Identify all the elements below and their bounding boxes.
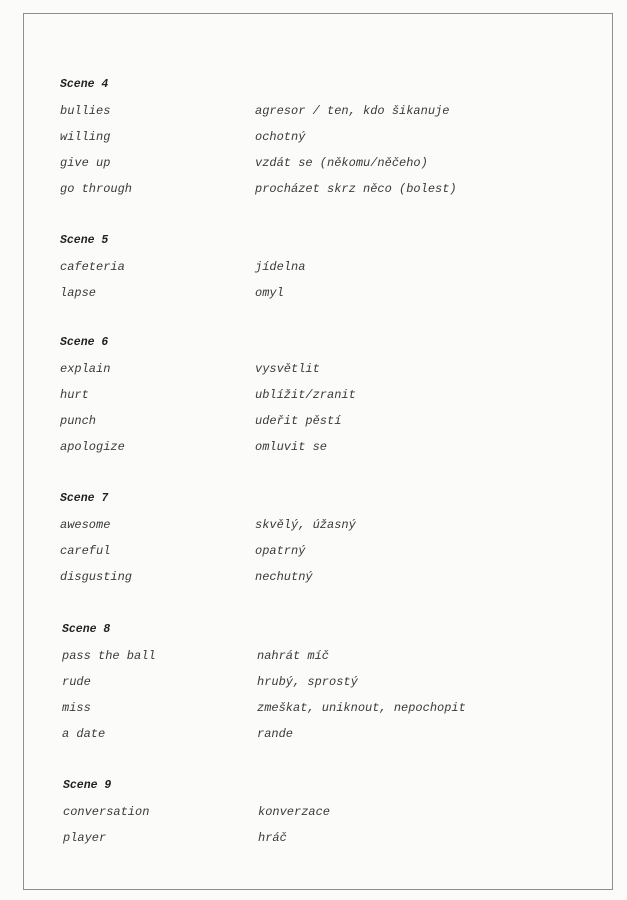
vocab-row [60, 408, 580, 434]
scene-section-5 [60, 228, 580, 306]
czech-translation: nechutný [255, 570, 313, 584]
czech-translation: vysvětlit [255, 362, 320, 376]
english-word: go through [60, 182, 133, 196]
english-word: punch [60, 414, 97, 428]
english-word: hurt [60, 388, 89, 402]
scene-section-6 [60, 330, 580, 460]
english-word: careful [60, 544, 111, 558]
scene-title: Scene 9 [63, 779, 112, 792]
vocab-row [60, 176, 580, 202]
czech-translation: konverzace [258, 805, 331, 819]
czech-translation: skvělý, úžasný [255, 518, 356, 532]
english-word: pass the ball [62, 649, 156, 663]
english-word: cafeteria [60, 260, 125, 274]
scene-section-7 [60, 486, 580, 590]
english-word: rude [62, 675, 91, 689]
czech-translation: procházet skrz něco (bolest) [255, 182, 457, 196]
vocab-row [63, 799, 583, 825]
vocab-row [60, 382, 580, 408]
czech-translation: omluvit se [255, 440, 328, 454]
czech-translation: vzdát se (někomu/něčeho) [255, 156, 428, 170]
scene-title: Scene 5 [60, 234, 109, 247]
english-word: miss [62, 701, 91, 715]
vocab-row [62, 721, 582, 747]
czech-translation: zmeškat, uniknout, nepochopit [257, 701, 466, 715]
vocab-row [60, 564, 580, 590]
english-word: explain [60, 362, 111, 376]
czech-translation: nahrát míč [257, 649, 330, 663]
english-word: bullies [60, 104, 111, 118]
vocab-row [60, 356, 580, 382]
scene-title: Scene 8 [62, 623, 111, 636]
vocab-row [60, 512, 580, 538]
vocab-row [60, 538, 580, 564]
czech-translation: jídelna [255, 260, 306, 274]
vocab-row [60, 124, 580, 150]
vocab-row [60, 280, 580, 306]
english-word: apologize [60, 440, 125, 454]
czech-translation: opatrný [255, 544, 306, 558]
english-word: give up [60, 156, 111, 170]
czech-translation: rande [257, 727, 294, 741]
vocab-row [60, 434, 580, 460]
english-word: lapse [60, 286, 97, 300]
scene-section-9 [63, 773, 583, 851]
scene-section-4 [60, 72, 580, 202]
scene-section-8 [62, 617, 582, 747]
scene-title: Scene 6 [60, 336, 109, 349]
scene-title: Scene 4 [60, 78, 109, 91]
vocab-row [60, 254, 580, 280]
vocab-row [62, 643, 582, 669]
vocab-row [60, 98, 580, 124]
czech-translation: hrubý, sprostý [257, 675, 358, 689]
czech-translation: hráč [258, 831, 287, 845]
english-word: awesome [60, 518, 111, 532]
scene-title: Scene 7 [60, 492, 109, 505]
vocab-row [62, 695, 582, 721]
english-word: disgusting [60, 570, 133, 584]
english-word: a date [62, 727, 106, 741]
english-word: willing [60, 130, 111, 144]
czech-translation: ochotný [255, 130, 306, 144]
czech-translation: ublížit/zranit [255, 388, 356, 402]
vocab-row [63, 825, 583, 851]
czech-translation: omyl [255, 286, 284, 300]
english-word: conversation [63, 805, 150, 819]
english-word: player [63, 831, 107, 845]
vocab-row [60, 150, 580, 176]
czech-translation: agresor / ten, kdo šikanuje [255, 104, 450, 118]
czech-translation: udeřit pěstí [255, 414, 342, 428]
vocab-row [62, 669, 582, 695]
